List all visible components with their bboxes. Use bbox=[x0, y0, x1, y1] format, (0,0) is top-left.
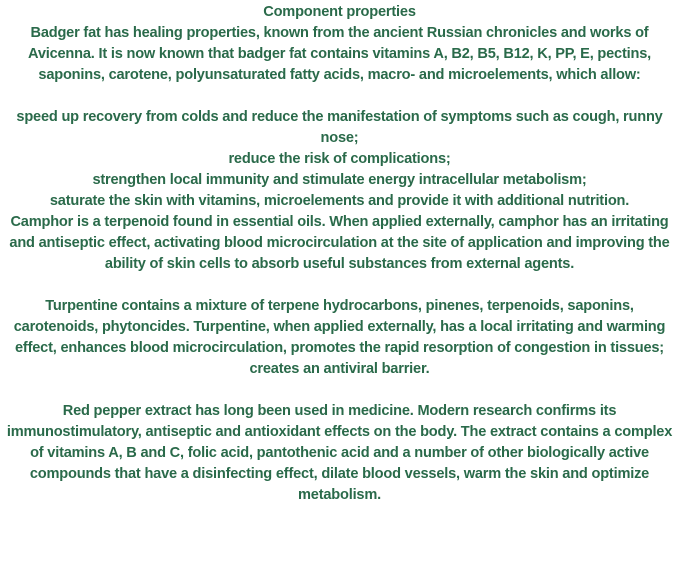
camphor-paragraph: Camphor is a terpenoid found in essential oils. When applied externally, camphor has an irritating and antiseptic effect, activating blood microcirculation at the site of application and improving the ability of skin cells to absorb useful substances from external agents. bbox=[9, 214, 670, 272]
red-pepper-paragraph: Red pepper extract has long been used in medicine. Modern research confirms its immunostimulatory, antiseptic and antioxidant effects on the body. The extract contains a complex of vitamins A, B and C, folic acid, pantothenic acid and a number of other biologically active compounds that have a disinfecting effect, dilate blood vessels, warm the skin and optimize metabolism. bbox=[6, 403, 673, 503]
page-title: Component properties bbox=[263, 4, 416, 20]
benefit-item-recovery: speed up recovery from colds and reduce the manifestation of symptoms such as cough, runny nose; bbox=[16, 109, 663, 146]
benefit-item-skin-nutrition: saturate the skin with vitamins, microelements and provide it with additional nutrition. bbox=[49, 193, 630, 209]
benefit-item-immunity: strengthen local immunity and stimulate energy intracellular metabolism; bbox=[92, 172, 587, 188]
turpentine-paragraph: Turpentine contains a mixture of terpene hydrocarbons, pinenes, terpenoids, saponins, carotenoids, phytoncides. Turpentine, when applied externally, has a local irritating and warming effect, enhances blood microcirculation, promotes the rapid resorption of congestion in tissues; creates an antiviral barrier. bbox=[13, 298, 666, 377]
badger-fat-intro-paragraph: Badger fat has healing properties, known from the ancient Russian chronicles and works of Avicenna. It is now known that badger fat contains vitamins A, B2, B5, B12, K, PP, E, pectins, saponins, carotene, polyunsaturated fatty acids, macro- and microelements, which allow: bbox=[28, 25, 651, 83]
benefit-item-complications: reduce the risk of complications; bbox=[228, 151, 451, 167]
